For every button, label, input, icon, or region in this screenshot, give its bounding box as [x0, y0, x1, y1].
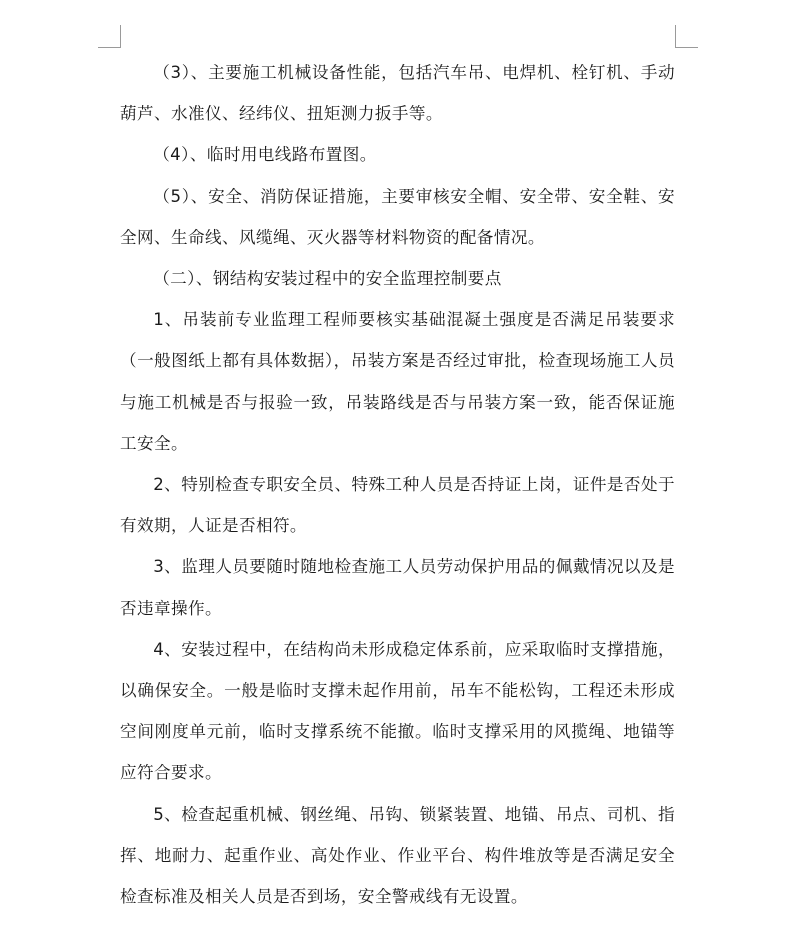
paragraph-item-3: 3、监理人员要随时随地检查施工人员劳动保护用品的佩戴情况以及是否违章操作。: [120, 557, 675, 618]
top-left-margin-marker: [98, 25, 121, 48]
section-heading-steel-structure: （二）、钢结构安装过程中的安全监理控制要点: [153, 269, 502, 289]
paragraph-safety-measures: （5）、安全、消防保证措施，主要审核安全帽、安全带、安全鞋、安全网、生命线、风缆绳、灭火器等材料物资的配备情况。: [120, 186, 675, 247]
top-right-margin-marker: [675, 25, 698, 48]
paragraph-machinery: （3）、主要施工机械设备性能，包括汽车吊、电焊机、栓钉机、手动葫芦、水准仪、经纬仪、扭矩测力扳手等。: [120, 63, 675, 124]
paragraph-item-5: 5、检查起重机械、钢丝绳、吊钩、锁紧装置、地锚、吊点、司机、指挥、地耐力、起重作业、高处作业、作业平台、构件堆放等是否满足安全检查标准及相关人员是否到场，安全警戒线有无设置。: [120, 804, 675, 907]
paragraph-item-2: 2、特别检查专职安全员、特殊工种人员是否持证上岗，证件是否处于有效期，人证是否相符。: [120, 475, 675, 536]
document-body: [120, 52, 675, 917]
paragraph-item-1: 1、吊装前专业监理工程师要核实基础混凝土强度是否满足吊装要求（一般图纸上都有具体数据），吊装方案是否经过审批，检查现场施工人员与施工机械是否与报验一致，吊装路线是否与吊装方案一致，能否保证施工安全。: [120, 310, 675, 453]
paragraph-item-4: 4、安装过程中，在结构尚未形成稳定体系前，应采取临时支撑措施，以确保安全。一般是临时支撑未起作用前，吊车不能松钩，工程还未形成空间刚度单元前，临时支撑系统不能撤。临时支撑采用的风揽绳、地锚等应符合要求。: [120, 639, 675, 783]
paragraph-temporary-power: （4）、临时用电线路布置图。: [153, 145, 377, 165]
